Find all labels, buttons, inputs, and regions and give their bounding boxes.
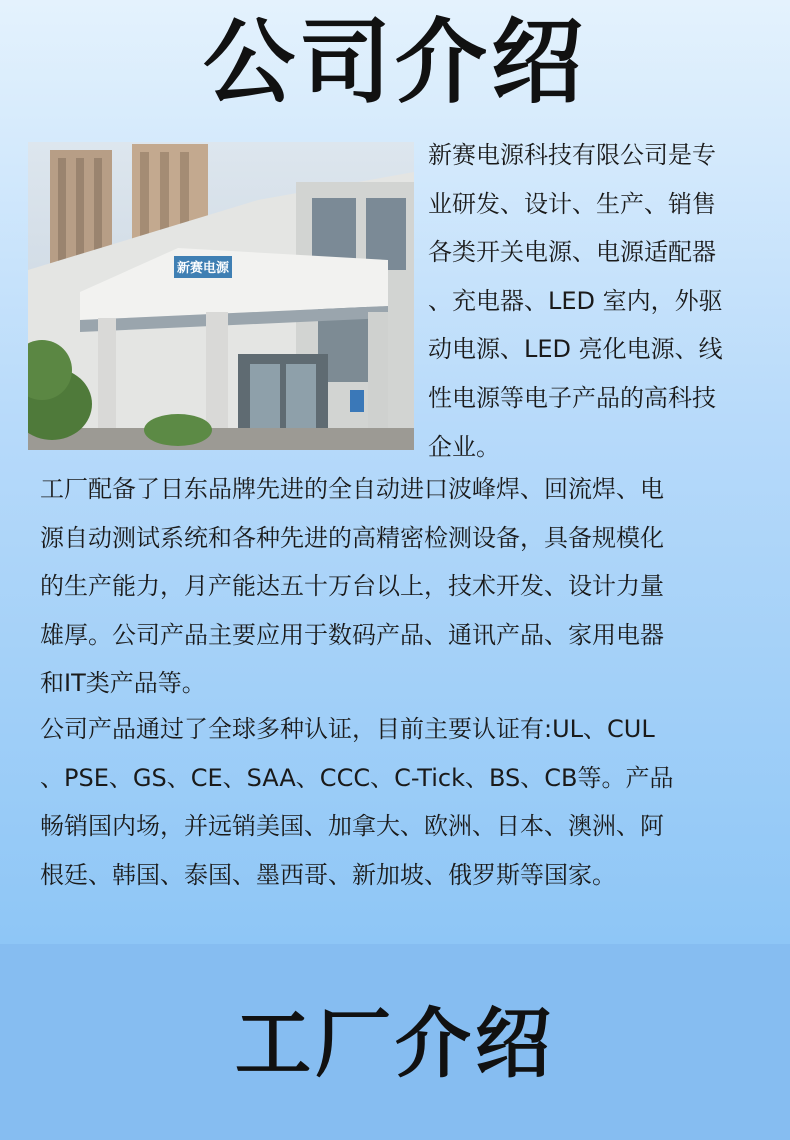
intro-line: 动电源、LED 亮化电源、线 [428, 335, 723, 364]
paragraph-line: 源自动测试系统和各种先进的高精密检测设备，具备规模化 [40, 523, 664, 552]
intro-line: 、充电器、LED 室内，外驱 [428, 286, 723, 315]
paragraph-line: 、PSE、GS、CE、SAA、CCC、C-Tick、BS、CB等。产品 [40, 763, 674, 792]
paragraph-line: 畅销国内场，并远销美国、加拿大、欧洲、日本、澳洲、阿 [40, 812, 664, 841]
paragraph-line: 和IT类产品等。 [40, 669, 206, 698]
paragraph-line: 工厂配备了日东品牌先进的全自动进口波峰焊、回流焊、电 [40, 475, 664, 503]
factory-capability-paragraph [40, 465, 764, 708]
paragraph-line: 根廷、韩国、泰国、墨西哥、新加坡、俄罗斯等国家。 [40, 860, 616, 889]
factory-intro-title: 工厂介绍 [235, 999, 555, 1088]
company-building-photo [28, 142, 414, 450]
intro-line: 各类开关电源、电源适配器 [428, 238, 716, 267]
intro-line: 业研发、设计、生产、销售 [428, 189, 716, 218]
intro-line: 企业。 [428, 432, 500, 461]
paragraph-line: 公司产品通过了全球多种认证，目前主要认证有:UL、CUL [40, 715, 655, 743]
company-intro-title: 公司介绍 [202, 9, 587, 116]
paragraph-line: 的生产能力，月产能达五十万台以上，技术开发、设计力量 [40, 572, 664, 601]
certification-paragraph [40, 705, 764, 899]
intro-line: 性电源等电子产品的高科技 [428, 383, 716, 412]
company-intro-text [428, 131, 764, 471]
intro-line: 新赛电源科技有限公司是专 [428, 141, 716, 169]
building-sign-text: 新赛电源 [176, 261, 230, 276]
paragraph-line: 雄厚。公司产品主要应用于数码产品、通讯产品、家用电器 [40, 620, 664, 649]
